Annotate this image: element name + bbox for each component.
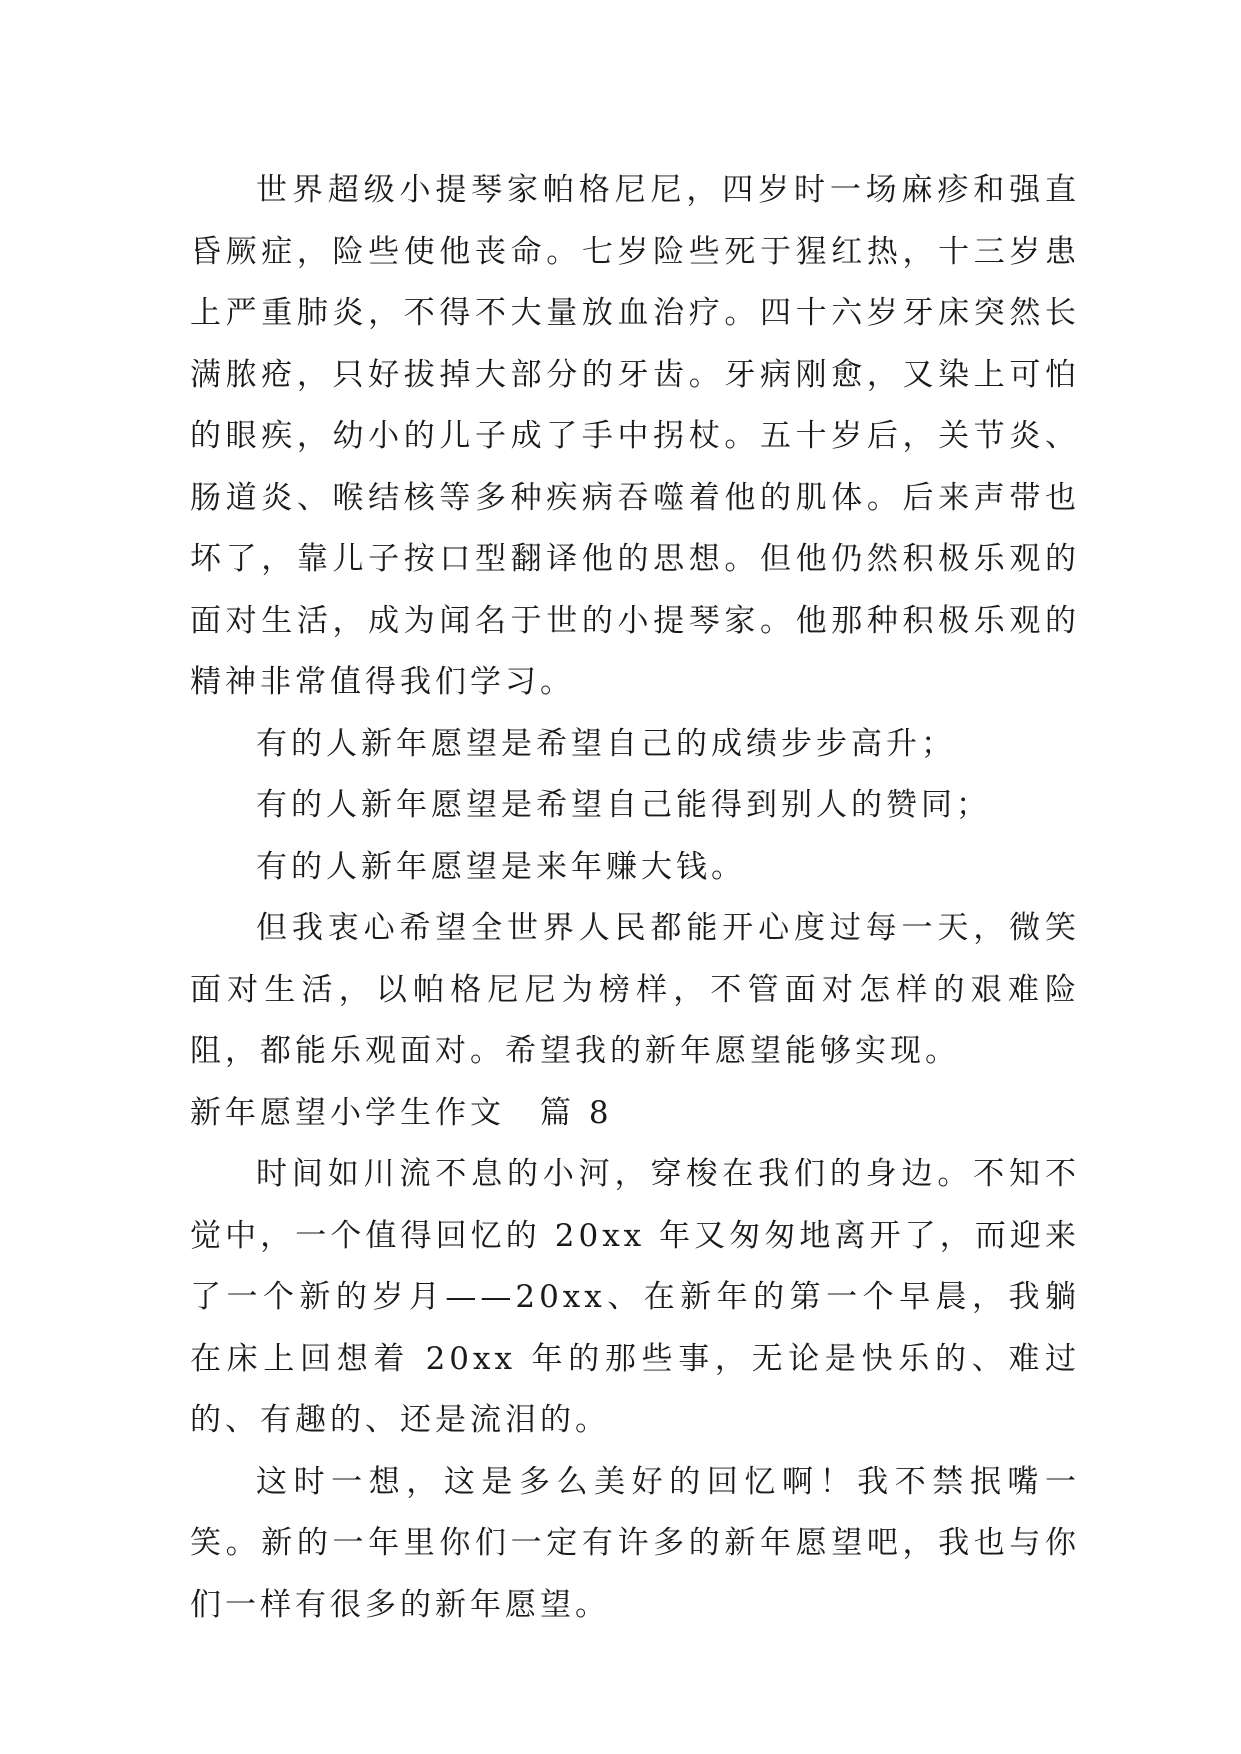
paragraph-memories: 这时一想，这是多么美好的回忆啊！我不禁抿嘴一笑。新的一年里你们一定有许多的新年愿望吧，我也与你们一样有很多的新年愿望。: [190, 1463, 1080, 1623]
document-body: [190, 160, 1080, 1636]
section-heading: 新年愿望小学生作文 篇 8: [190, 1094, 613, 1131]
paragraph-time-river: 时间如川流不息的小河，穿梭在我们的身边。不知不觉中，一个值得回忆的 20xx 年又匆匆地离开了，而迎来了一个新的岁月——20xx、在新年的第一个早晨，我躺在床上回想着 20xx 年的那些事，无论是快乐的、难过的、有趣的、还是流泪的。: [190, 1156, 1080, 1438]
paragraph-wish-approval: 有的人新年愿望是希望自己能得到别人的赞同；: [256, 787, 991, 823]
paragraph-my-wish: 但我衷心希望全世界人民都能开心度过每一天，微笑面对生活，以帕格尼尼为榜样，不管面对怎样的艰难险阻，都能乐观面对。希望我的新年愿望能够实现。: [190, 910, 1080, 1069]
paragraph-wish-money: 有的人新年愿望是来年赚大钱。: [256, 848, 746, 885]
paragraph-wish-grades: 有的人新年愿望是希望自己的成绩步步高升；: [256, 725, 956, 762]
paragraph-paganini: 世界超级小提琴家帕格尼尼，四岁时一场麻疹和强直昏厥症，险些使他丧命。七岁险些死于猩红热，十三岁患上严重肺炎，不得不大量放血治疗。四十六岁牙床突然长满脓疮，只好拔掉大部分的牙齿。牙病刚愈，又染上可怕的眼疾，幼小的儿子成了手中拐杖。五十岁后，关节炎、肠道炎、喉结核等多种疾病吞噬着他的肌体。后来声带也坏了，靠儿子按口型翻译他的思想。但他仍然积极乐观的面对生活，成为闻名于世的小提琴家。他那种积极乐观的精神非常值得我们学习。: [190, 172, 1080, 700]
